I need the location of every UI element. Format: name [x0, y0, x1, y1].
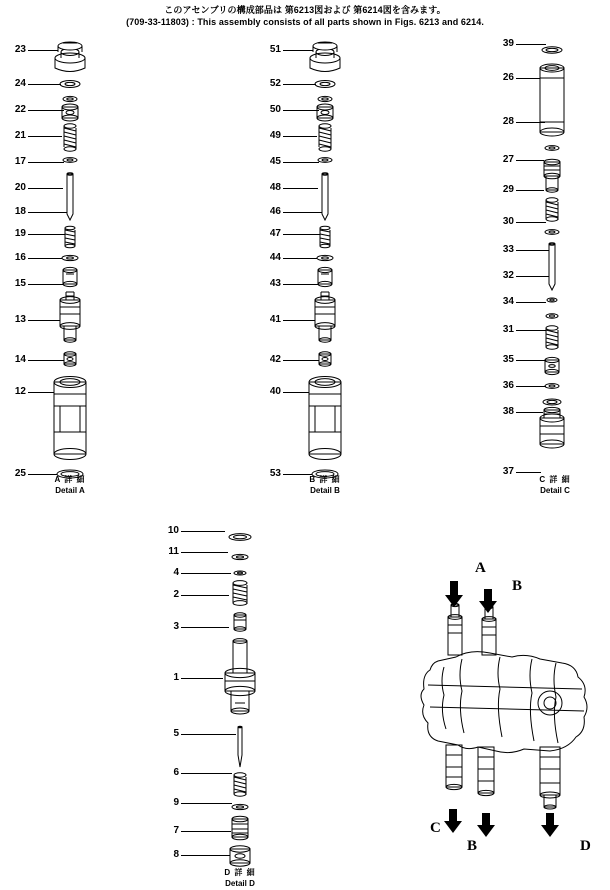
- detail-c-leader-37: [516, 472, 541, 473]
- detail-b-leader-50: [283, 110, 319, 111]
- detail-b-label-50: 50: [269, 104, 281, 115]
- detail-b-label-44: 44: [269, 252, 281, 263]
- detail-b-caption-en: Detail B: [310, 486, 340, 495]
- detail-b-leader-44: [283, 258, 317, 259]
- detail-d-leader-9: [181, 803, 232, 804]
- detail-c-leader-33: [516, 250, 549, 251]
- detail-c-label-26: 26: [502, 72, 514, 83]
- detail-a-label-25: 25: [14, 468, 26, 479]
- detail-b-leader-40: [283, 392, 309, 393]
- detail-a-label-21: 21: [14, 130, 26, 141]
- arrow-a: [445, 581, 463, 607]
- detail-b-leader-52: [283, 84, 316, 85]
- detail-b-caption: [265, 474, 385, 496]
- detail-c-label-28: 28: [502, 116, 514, 127]
- detail-c-label-31: 31: [502, 324, 514, 335]
- detail-d-label-4: 4: [173, 567, 179, 578]
- assembly-callout-a: A: [475, 560, 486, 576]
- detail-d-leader-3: [181, 627, 229, 628]
- assembly-callout-b-bottom: B: [467, 838, 478, 854]
- arrow-b-top: [479, 589, 497, 613]
- detail-b-leader-42: [283, 360, 319, 361]
- detail-a-label-20: 20: [14, 182, 26, 193]
- detail-d-caption-en: Detail D: [225, 879, 255, 888]
- detail-a-leader-21: [28, 136, 62, 137]
- detail-c-leader-36: [516, 386, 546, 387]
- detail-d-leader-10: [181, 531, 225, 532]
- detail-b-leader-45: [283, 162, 319, 163]
- detail-b-label-49: 49: [269, 130, 281, 141]
- detail-c-drawing: [500, 34, 610, 504]
- detail-b-label-53: 53: [269, 468, 281, 479]
- detail-c-leader-38: [516, 412, 543, 413]
- detail-c-label-37: 37: [502, 466, 514, 477]
- arrow-d: [541, 813, 559, 837]
- detail-a-leader-12: [28, 392, 54, 393]
- detail-b-label-48: 48: [269, 182, 281, 193]
- detail-d-caption: [180, 867, 300, 889]
- detail-b-leader-41: [283, 320, 315, 321]
- detail-c-caption-jp: C 詳 細: [539, 475, 571, 484]
- detail-a-leader-14: [28, 360, 64, 361]
- arrow-b-bottom: [477, 813, 495, 837]
- assembly-callout-d: D: [580, 838, 591, 854]
- detail-c-label-29: 29: [502, 184, 514, 195]
- detail-b-leader-48: [283, 188, 318, 189]
- detail-d-leader-5: [181, 734, 236, 735]
- detail-c-label-27: 27: [502, 154, 514, 165]
- detail-d-label-3: 3: [173, 621, 179, 632]
- figure-note: [0, 4, 610, 28]
- detail-b-leader-47: [283, 234, 320, 235]
- detail-c-leader-30: [516, 222, 546, 223]
- detail-c-panel: [500, 34, 610, 504]
- detail-c-label-32: 32: [502, 270, 514, 281]
- detail-c-leader-26: [516, 78, 540, 79]
- detail-c-leader-35: [516, 360, 546, 361]
- detail-a-leader-19: [28, 234, 65, 235]
- detail-a-caption-jp: A 詳 細: [54, 475, 86, 484]
- detail-a-leader-22: [28, 110, 64, 111]
- detail-a-label-19: 19: [14, 228, 26, 239]
- detail-c-label-38: 38: [502, 406, 514, 417]
- detail-a-caption: [10, 474, 130, 496]
- detail-c-caption: [495, 474, 610, 496]
- detail-b-label-51: 51: [269, 44, 281, 55]
- detail-a-label-14: 14: [14, 354, 26, 365]
- detail-d-label-8: 8: [173, 849, 179, 860]
- detail-b-label-46: 46: [269, 206, 281, 217]
- detail-d-label-11: 11: [168, 546, 179, 557]
- detail-b-label-43: 43: [269, 278, 281, 289]
- detail-a-leader-24: [28, 84, 61, 85]
- detail-b-leader-46: [283, 212, 322, 213]
- detail-c-leader-27: [516, 160, 544, 161]
- detail-a-label-12: 12: [14, 386, 26, 397]
- detail-c-leader-28: [516, 122, 545, 123]
- detail-a-leader-15: [28, 284, 63, 285]
- detail-c-label-33: 33: [502, 244, 514, 255]
- detail-a-leader-25: [28, 474, 57, 475]
- detail-c-caption-en: Detail C: [540, 486, 570, 495]
- detail-b-label-41: 41: [269, 314, 281, 325]
- detail-a-leader-20: [28, 188, 63, 189]
- detail-c-leader-29: [516, 190, 544, 191]
- detail-a-label-15: 15: [14, 278, 26, 289]
- detail-d-leader-2: [181, 595, 229, 596]
- detail-d-drawing: [155, 515, 315, 890]
- detail-d-label-9: 9: [173, 797, 179, 808]
- detail-b-leader-51: [283, 50, 313, 51]
- detail-a-leader-18: [28, 212, 67, 213]
- detail-d-panel: [155, 515, 315, 890]
- detail-c-label-34: 34: [502, 296, 514, 307]
- figure-note-english: (709-33-11803) : This assembly consists of all parts shown in Figs. 6213 and 6214.: [126, 17, 484, 27]
- detail-b-label-40: 40: [269, 386, 281, 397]
- detail-c-leader-34: [516, 302, 546, 303]
- detail-b-label-47: 47: [269, 228, 281, 239]
- detail-b-label-42: 42: [269, 354, 281, 365]
- figure-note-japanese: このアセンブリの構成部品は 第6213図および 第6214図を含みます。: [164, 5, 446, 15]
- detail-d-caption-jp: D 詳 細: [224, 868, 256, 877]
- assembly-callout-c: C: [430, 820, 441, 836]
- detail-a-leader-16: [28, 258, 62, 259]
- detail-d-label-6: 6: [173, 767, 179, 778]
- detail-d-label-2: 2: [173, 589, 179, 600]
- detail-c-label-30: 30: [502, 216, 514, 227]
- detail-a-label-23: 23: [14, 44, 26, 55]
- detail-d-label-7: 7: [173, 825, 179, 836]
- detail-c-label-35: 35: [502, 354, 514, 365]
- detail-d-label-10: 10: [167, 525, 179, 536]
- detail-d-leader-1: [181, 678, 223, 679]
- detail-d-leader-8: [181, 855, 230, 856]
- detail-c-leader-31: [516, 330, 546, 331]
- detail-b-label-52: 52: [269, 78, 281, 89]
- detail-a-label-22: 22: [14, 104, 26, 115]
- detail-d-leader-4: [181, 573, 231, 574]
- detail-d-label-1: 1: [173, 672, 179, 683]
- detail-a-label-18: 18: [14, 206, 26, 217]
- detail-a-label-13: 13: [14, 314, 26, 325]
- detail-a-label-24: 24: [14, 78, 26, 89]
- detail-d-leader-7: [181, 831, 231, 832]
- detail-c-leader-39: [516, 44, 546, 45]
- detail-b-label-45: 45: [269, 156, 281, 167]
- detail-a-label-16: 16: [14, 252, 26, 263]
- detail-d-leader-11: [181, 552, 228, 553]
- detail-b-leader-53: [283, 474, 312, 475]
- detail-a-caption-en: Detail A: [55, 486, 85, 495]
- arrow-c: [444, 809, 462, 833]
- detail-a-leader-17: [28, 162, 64, 163]
- detail-a-leader-23: [28, 50, 58, 51]
- detail-b-leader-43: [283, 284, 318, 285]
- detail-c-label-39: 39: [502, 38, 514, 49]
- detail-a-label-17: 17: [14, 156, 26, 167]
- detail-d-leader-6: [181, 773, 232, 774]
- detail-b-caption-jp: B 詳 細: [309, 475, 341, 484]
- detail-b-leader-49: [283, 136, 317, 137]
- detail-d-label-5: 5: [173, 728, 179, 739]
- detail-a-leader-13: [28, 320, 60, 321]
- detail-c-label-36: 36: [502, 380, 514, 391]
- detail-c-leader-32: [516, 276, 549, 277]
- assembly-callout-b-top: B: [512, 578, 523, 594]
